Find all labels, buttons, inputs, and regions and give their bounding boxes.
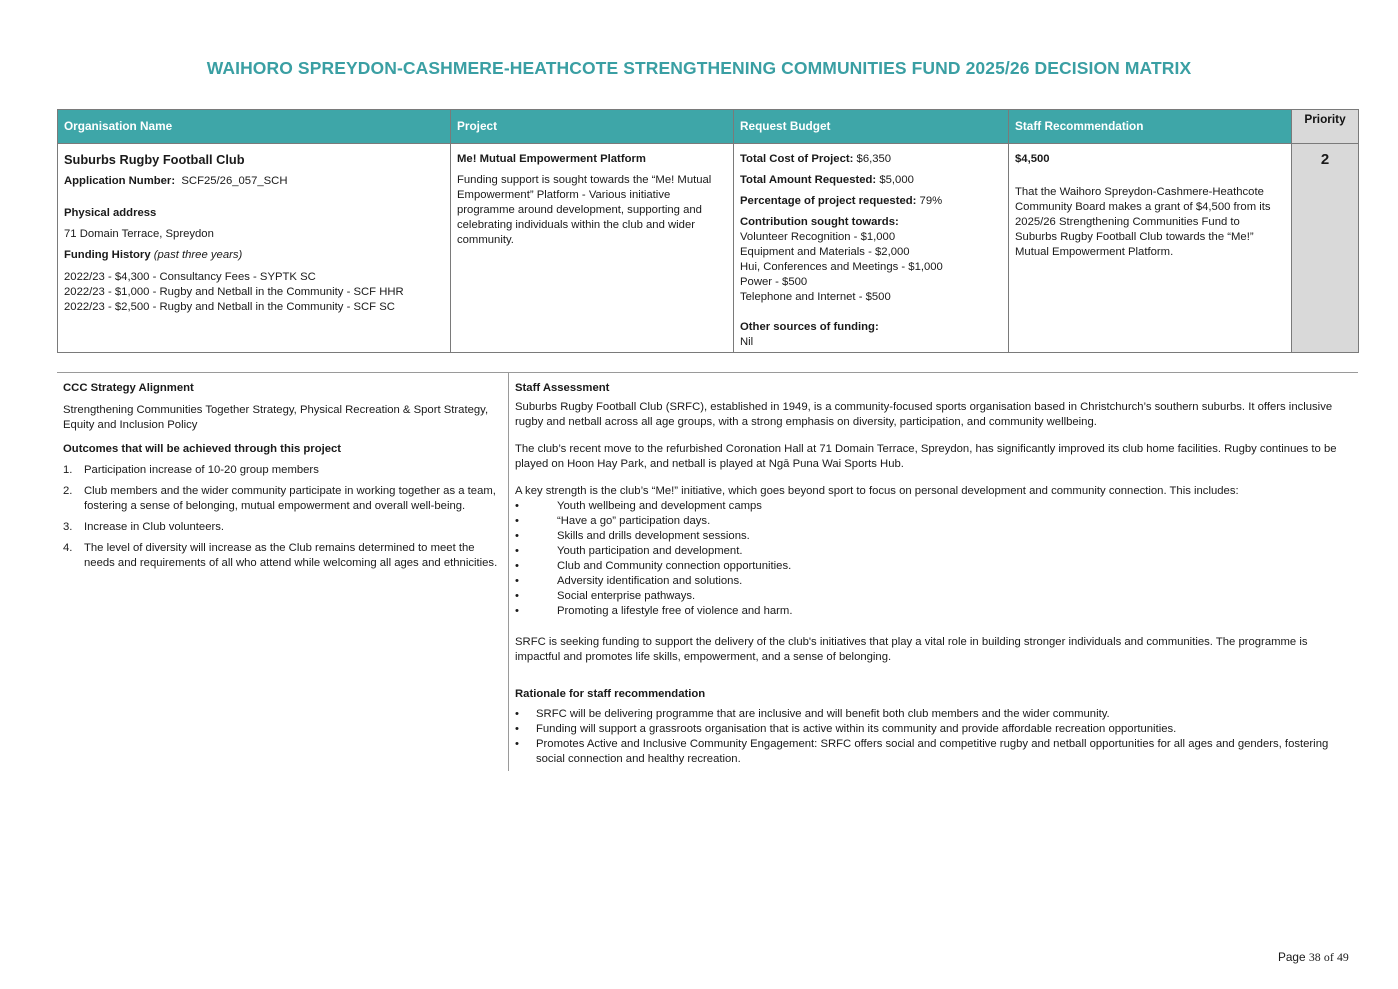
- outcomes-heading: Outcomes that will be achieved through this project: [63, 443, 342, 455]
- funding-history-item: 2022/23 - $1,000 - Rugby and Netball in the Community - SCF HHR: [64, 286, 404, 298]
- list-item: • Social enterprise pathways.: [515, 590, 696, 602]
- list-item: 3. Increase in Club volunteers.: [63, 521, 225, 533]
- contribution-item: Telephone and Internet - $500: [740, 291, 891, 303]
- project-cell: [451, 144, 734, 353]
- list-item: • Skills and drills development sessions.: [515, 530, 750, 542]
- assessment-paragraph-3: A key strength is the club’s “Me!” initiative, which goes beyond sport to focus on personal development and community connection. This includes:: [515, 485, 1239, 497]
- column-divider: [508, 373, 509, 771]
- decision-matrix-table: [57, 109, 1359, 353]
- percentage-requested: Percentage of project requested: 79%: [740, 195, 943, 207]
- me-initiative-list: [515, 499, 1355, 619]
- table-row: [58, 144, 1359, 353]
- recommendation-text: That the Waihoro Spreydon-Cashmere-Heathcote Community Board makes a grant of $4,500 from its 2025/26 Strengthening Communities Fund to Suburbs Rugby Football Club towards the “Me!” Mutual Empowerment Platform.: [1015, 186, 1271, 258]
- contribution-item: Equipment and Materials - $2,000: [740, 246, 910, 258]
- other-funding-label: Other sources of funding:: [740, 321, 879, 333]
- list-item: 1. Participation increase of 10-20 group members: [63, 464, 319, 476]
- list-item: • “Have a go” participation days.: [515, 515, 711, 527]
- funding-history-label: Funding History (past three years): [64, 249, 243, 261]
- list-item: • Youth wellbeing and development camps: [515, 500, 762, 512]
- list-item: • Funding will support a grassroots organisation that is active within its community and provide affordable recreation opportunities.: [515, 723, 1177, 735]
- strategy-column: [63, 381, 503, 577]
- address-value: 71 Domain Terrace, Spreydon: [64, 228, 214, 240]
- other-funding-value: Nil: [740, 336, 754, 348]
- list-item: • Youth participation and development.: [515, 545, 743, 557]
- header-staff-recommendation: Staff Recommendation: [1009, 110, 1292, 144]
- list-item: • Promotes Active and Inclusive Community Engagement: SRFC offers social and competitive rugby and netball opportunities for all ages and genders, fostering social connection and healthy recreation.: [515, 738, 1329, 765]
- list-item: • Club and Community connection opportunities.: [515, 560, 792, 572]
- priority-cell: [1292, 144, 1359, 353]
- project-name: Me! Mutual Empowerment Platform: [457, 153, 646, 165]
- recommended-amount: $4,500: [1015, 153, 1050, 165]
- assessment-heading: Staff Assessment: [515, 382, 610, 394]
- staff-recommendation-cell: [1009, 144, 1292, 353]
- list-item: • SRFC will be delivering programme that are inclusive and will benefit both club members and the wider community.: [515, 708, 1110, 720]
- strategy-text: Strengthening Communities Together Strategy, Physical Recreation & Sport Strategy, Equity and Inclusion Policy: [63, 404, 489, 431]
- funding-history-item: 2022/23 - $2,500 - Rugby and Netball in the Community - SCF SC: [64, 301, 395, 313]
- staff-assessment-column: [515, 381, 1355, 767]
- assessment-paragraph-4: SRFC is seeking funding to support the delivery of the club's initiatives that play a vital role in building stronger individuals and communities. The programme is impactful and promotes life skills, empowerment, and a sense of belonging.: [515, 636, 1308, 663]
- organisation-cell: [58, 144, 451, 353]
- priority-value: 2: [1320, 151, 1330, 168]
- total-cost: Total Cost of Project: $6,350: [740, 153, 892, 165]
- assessment-paragraph-2: The club’s recent move to the refurbished Coronation Hall at 71 Domain Terrace, Spreydon, has significantly improved its club home facilities. Rugby continues to be played on Hoon Hay Park, and netball is played at Ngā Puna Wai Sports Hub.: [515, 443, 1337, 470]
- strategy-heading: CCC Strategy Alignment: [63, 382, 194, 394]
- outcomes-list: [63, 463, 503, 571]
- rationale-heading: Rationale for staff recommendation: [515, 688, 706, 700]
- contribution-item: Volunteer Recognition - $1,000: [740, 231, 896, 243]
- contribution-item: Power - $500: [740, 276, 808, 288]
- header-organisation: Organisation Name: [58, 110, 451, 144]
- assessment-section: [57, 372, 1358, 771]
- contribution-item: Hui, Conferences and Meetings - $1,000: [740, 261, 943, 273]
- list-item: • Promoting a lifestyle free of violence and harm.: [515, 605, 793, 617]
- header-priority: Priority: [1292, 110, 1359, 144]
- application-number: Application Number: SCF25/26_057_SCH: [64, 175, 288, 187]
- assessment-paragraph-1: Suburbs Rugby Football Club (SRFC), established in 1949, is a community-focused sports organisation based in Christchurch’s southern suburbs. It offers inclusive rugby and netball across all age groups, with a strong emphasis on diversity, participation, and community wellbeing.: [515, 401, 1333, 428]
- header-request-budget: Request Budget: [734, 110, 1009, 144]
- organisation-name: Suburbs Rugby Football Club: [64, 152, 245, 167]
- amount-requested: Total Amount Requested: $5,000: [740, 174, 914, 186]
- project-description: Funding support is sought towards the “Me! Mutual Empowerment” Platform - Various initiative programme around development, supporting and celebrating individuals within the club and wider community.: [457, 174, 712, 246]
- contribution-label: Contribution sought towards:: [740, 216, 899, 228]
- budget-cell: [734, 144, 1009, 353]
- list-item: 2. Club members and the wider community participate in working together as a team, fostering a sense of belonging, mutual empowerment and overall well-being.: [63, 485, 496, 512]
- list-item: • Adversity identification and solutions.: [515, 575, 743, 587]
- header-project: Project: [451, 110, 734, 144]
- document-title: WAIHORO SPREYDON-CASHMERE-HEATHCOTE STRENGTHENING COMMUNITIES FUND 2025/26 DECISION MATRIX: [206, 58, 1192, 78]
- page-number: Page 38 of 49: [1278, 950, 1349, 964]
- address-label: Physical address: [64, 207, 157, 219]
- table-header-row: [58, 110, 1359, 144]
- rationale-list: [515, 707, 1355, 767]
- funding-history-item: 2022/23 - $4,300 - Consultancy Fees - SYPTK SC: [64, 271, 316, 283]
- list-item: 4. The level of diversity will increase as the Club remains determined to meet the needs and requirements of all who attend while welcoming all ages and ethnicities.: [63, 542, 498, 569]
